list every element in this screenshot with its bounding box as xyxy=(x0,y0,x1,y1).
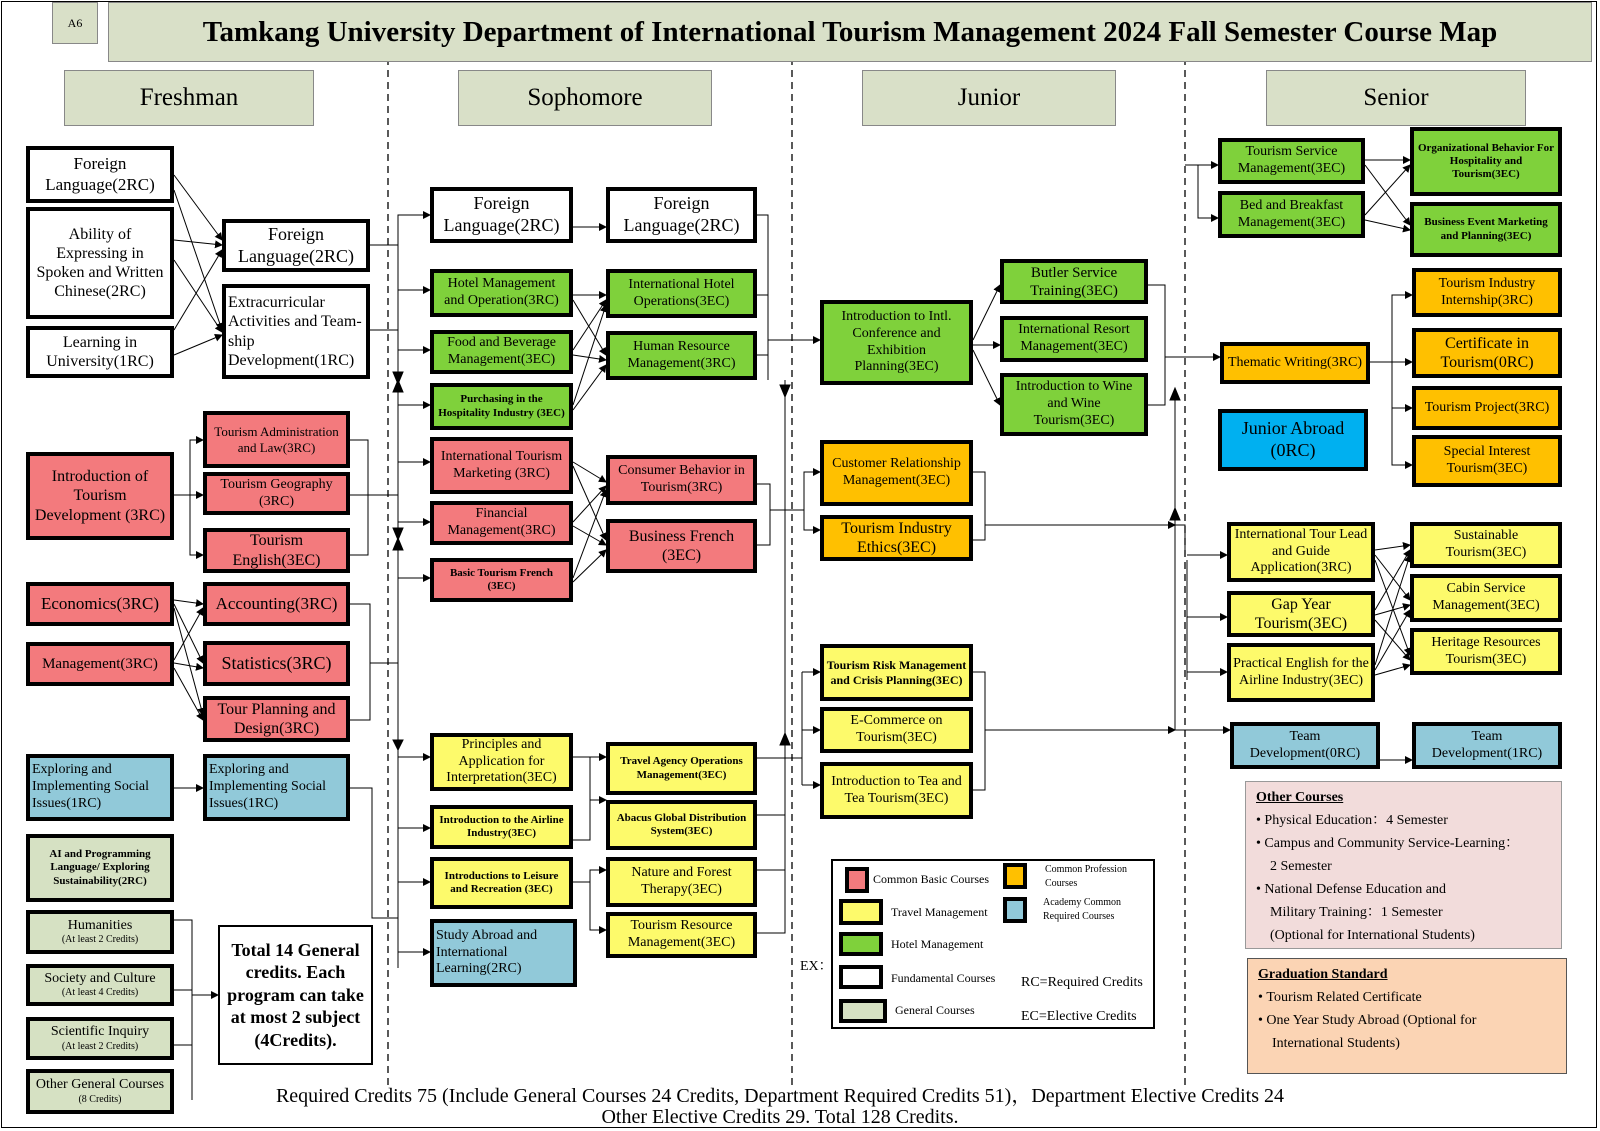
page-tag: A6 xyxy=(52,2,98,44)
course-travel-agency: Travel Agency Operations Management(3EC) xyxy=(606,742,757,795)
other-courses-item: • Campus and Community Service-Learning： xyxy=(1256,836,1520,851)
general-scientific-inquiry: Scientific Inquiry (At least 2 Credits) xyxy=(26,1017,174,1060)
other-courses-panel xyxy=(1245,781,1562,949)
course-customer-relationship: Customer Relationship Management(3EC) xyxy=(820,440,973,506)
general-credits-note: Total 14 General credits. Each program can take at most 2 subject (4Credits). xyxy=(218,925,373,1065)
legend-label: Fundamental Courses xyxy=(891,971,996,985)
other-courses-title: Other Courses xyxy=(1256,790,1344,805)
graduation-item: • One Year Study Abroad (Optional for xyxy=(1258,1013,1477,1028)
course-learning-in-university: Learning in University(1RC) xyxy=(26,326,174,378)
course-foreign-language: Foreign Language(2RC) xyxy=(26,146,174,203)
graduation-item: • Tourism Related Certificate xyxy=(1258,990,1422,1005)
course-exploring-social-issues: Exploring and Implementing Social Issues(1RC) xyxy=(203,754,350,821)
course-financial-management: Financial Management(3RC) xyxy=(430,501,573,545)
course-team-development: Team Development(1RC) xyxy=(1412,722,1562,769)
year-sophomore: Sophomore xyxy=(458,70,712,126)
course-principles-interpretation: Principles and Application for Interpretation(3EC) xyxy=(430,733,573,791)
legend-label: General Courses xyxy=(895,1003,975,1017)
course-international-hotel-operations: International Hotel Operations(3EC) xyxy=(606,269,757,318)
year-freshman: Freshman xyxy=(64,70,314,126)
course-gap-year-tourism: Gap Year Tourism(3EC) xyxy=(1227,591,1375,637)
course-intro-airline-industry: Introduction to the Airline Industry(3EC) xyxy=(430,805,573,849)
course-economics: Economics(3RC) xyxy=(26,582,174,626)
graduation-item: International Students) xyxy=(1272,1036,1400,1051)
course-tourism-industry-internship: Tourism Industry Internship(3RC) xyxy=(1412,268,1562,317)
course-international-resort: International Resort Management(3EC) xyxy=(1000,316,1148,362)
course-statistics: Statistics(3RC) xyxy=(203,641,350,686)
other-courses-item: • National Defense Education and xyxy=(1256,882,1446,897)
legend-swatch-academy xyxy=(1003,897,1027,923)
course-team-development: Team Development(0RC) xyxy=(1230,722,1380,769)
course-conference-exhibition: Introduction to Intl. Conference and Exhibition Planning(3EC) xyxy=(820,300,973,385)
course-nature-forest-therapy: Nature and Forest Therapy(3EC) xyxy=(606,857,757,907)
course-tea-tourism: Introduction to Tea and Tea Tourism(3EC) xyxy=(820,762,973,819)
legend-label: Academy Common Required Courses xyxy=(1043,897,1122,922)
legend-label: Common Profession Courses xyxy=(1045,864,1127,889)
graduation-title: Graduation Standard xyxy=(1258,967,1388,982)
course-tour-lead-guide: International Tour Lead and Guide Application(3RC) xyxy=(1227,522,1375,582)
course-foreign-language: Foreign Language(2RC) xyxy=(430,187,573,243)
course-thematic-writing: Thematic Writing(3RC) xyxy=(1220,342,1370,384)
course-study-abroad: Study Abroad and International Learning(2RC) xyxy=(430,919,577,987)
course-tourism-industry-ethics: Tourism Industry Ethics(3EC) xyxy=(820,515,973,561)
course-organizational-behavior: Organizational Behavior For Hospitality and Tourism(3EC) xyxy=(1410,127,1562,196)
course-accounting: Accounting(3RC) xyxy=(203,582,350,626)
page-title: Tamkang University Department of International Tourism Management 2024 Fall Semester Course Map xyxy=(108,2,1592,62)
course-tourism-project: Tourism Project(3RC) xyxy=(1412,386,1562,430)
year-senior: Senior xyxy=(1266,70,1526,126)
course-extracurricular-activities: Extracurricular Activities and Team-ship Development(1RC) xyxy=(222,284,370,379)
course-food-beverage: Food and Beverage Management(3EC) xyxy=(430,330,573,374)
course-chinese-expression: Ability of Expressing in Spoken and Written Chinese(2RC) xyxy=(26,207,174,319)
course-bed-breakfast: Bed and Breakfast Management(3EC) xyxy=(1218,191,1365,238)
course-heritage-resources: Heritage Resources Tourism(3EC) xyxy=(1410,628,1562,675)
legend-ec: EC=Elective Credits xyxy=(1021,1009,1137,1024)
course-tourism-administration-law: Tourism Administration and Law(3RC) xyxy=(203,411,350,468)
course-wine-tourism: Introduction to Wine and Wine Tourism(3EC) xyxy=(1000,373,1148,436)
footer-credits-line2: Other Elective Credits 29. Total 128 Credits. xyxy=(601,1106,959,1128)
course-tourism-resource-management: Tourism Resource Management(3EC) xyxy=(606,912,757,958)
legend-ex: EX： xyxy=(800,959,833,974)
course-foreign-language: Foreign Language(2RC) xyxy=(606,187,757,243)
year-junior: Junior xyxy=(862,70,1116,126)
course-certificate-in-tourism: Certificate in Tourism(0RC) xyxy=(1412,328,1562,378)
course-business-french: Business French (3EC) xyxy=(606,519,757,573)
legend-label: Travel Management xyxy=(891,905,988,919)
course-basic-tourism-french: Basic Tourism French (3EC) xyxy=(430,558,573,602)
course-intl-tourism-marketing: International Tourism Marketing (3RC) xyxy=(430,437,573,494)
course-sustainable-tourism: Sustainable Tourism(3EC) xyxy=(1410,522,1562,568)
course-tour-planning-design: Tour Planning and Design(3RC) xyxy=(203,696,350,742)
legend xyxy=(831,859,1155,1029)
legend-label: Hotel Management xyxy=(891,937,984,951)
legend-rc: RC=Required Credits xyxy=(1021,975,1143,990)
course-hotel-management: Hotel Management and Operation(3RC) xyxy=(430,269,573,317)
course-junior-abroad: Junior Abroad (0RC) xyxy=(1218,409,1368,471)
course-butler-service: Butler Service Training(3EC) xyxy=(1000,259,1148,304)
course-business-event-marketing: Business Event Marketing and Planning(3EC) xyxy=(1410,202,1562,257)
footer-credits-line1: Required Credits 75 (Include General Courses 24 Credits, Department Required Credits 51)，Department Elective Credits 24 xyxy=(275,1085,1285,1107)
course-purchasing: Purchasing in the Hospitality Industry (3EC) xyxy=(430,383,573,430)
other-courses-item: Military Training：1 Semester xyxy=(1270,905,1443,920)
course-leisure-recreation: Introductions to Leisure and Recreation (3EC) xyxy=(430,857,573,909)
legend-swatch-common-basic xyxy=(845,867,869,893)
course-e-commerce: E-Commerce on Tourism(3EC) xyxy=(820,707,973,753)
course-special-interest-tourism: Special Interest Tourism(3EC) xyxy=(1412,435,1562,487)
other-courses-item: (Optional for International Students) xyxy=(1270,928,1475,943)
course-abacus-gds: Abacus Global Distribution System(3EC) xyxy=(606,800,757,850)
course-intro-tourism-development: Introduction of Tourism Development (3RC) xyxy=(26,452,174,540)
course-management: Management(3RC) xyxy=(26,642,174,686)
course-exploring-social-issues: Exploring and Implementing Social Issues(1RC) xyxy=(26,754,174,821)
general-humanities: Humanities (At least 2 Credits) xyxy=(26,910,174,954)
legend-swatch-general xyxy=(839,999,887,1023)
course-human-resource: Human Resource Management(3RC) xyxy=(606,331,757,380)
general-society-culture: Society and Culture (At least 4 Credits) xyxy=(26,964,174,1006)
course-tourism-geography: Tourism Geography (3RC) xyxy=(203,472,350,515)
course-tourism-service-management: Tourism Service Management(3EC) xyxy=(1218,138,1365,184)
course-tourism-risk-management: Tourism Risk Management and Crisis Planning(3EC) xyxy=(820,644,973,701)
course-cabin-service: Cabin Service Management(3EC) xyxy=(1410,574,1562,622)
legend-swatch-fundamental xyxy=(839,965,883,989)
legend-swatch-common-profession xyxy=(1003,863,1027,889)
other-courses-item: 2 Semester xyxy=(1270,859,1332,874)
course-foreign-language: Foreign Language(2RC) xyxy=(222,219,370,272)
legend-swatch-hotel xyxy=(839,932,883,956)
course-airline-english: Practical English for the Airline Industry(3EC) xyxy=(1227,643,1375,702)
legend-label: Common Basic Courses xyxy=(873,872,989,886)
general-other: Other General Courses (8 Credits) xyxy=(26,1069,174,1114)
graduation-panel xyxy=(1247,958,1567,1074)
course-tourism-english: Tourism English(3EC) xyxy=(203,528,350,573)
course-ai-programming: AI and Programming Language/ Exploring Sustainability(2RC) xyxy=(26,834,174,902)
course-consumer-behavior: Consumer Behavior in Tourism(3RC) xyxy=(606,455,757,505)
other-courses-item: • Physical Education：4 Semester xyxy=(1256,813,1448,828)
legend-swatch-travel xyxy=(839,899,883,925)
